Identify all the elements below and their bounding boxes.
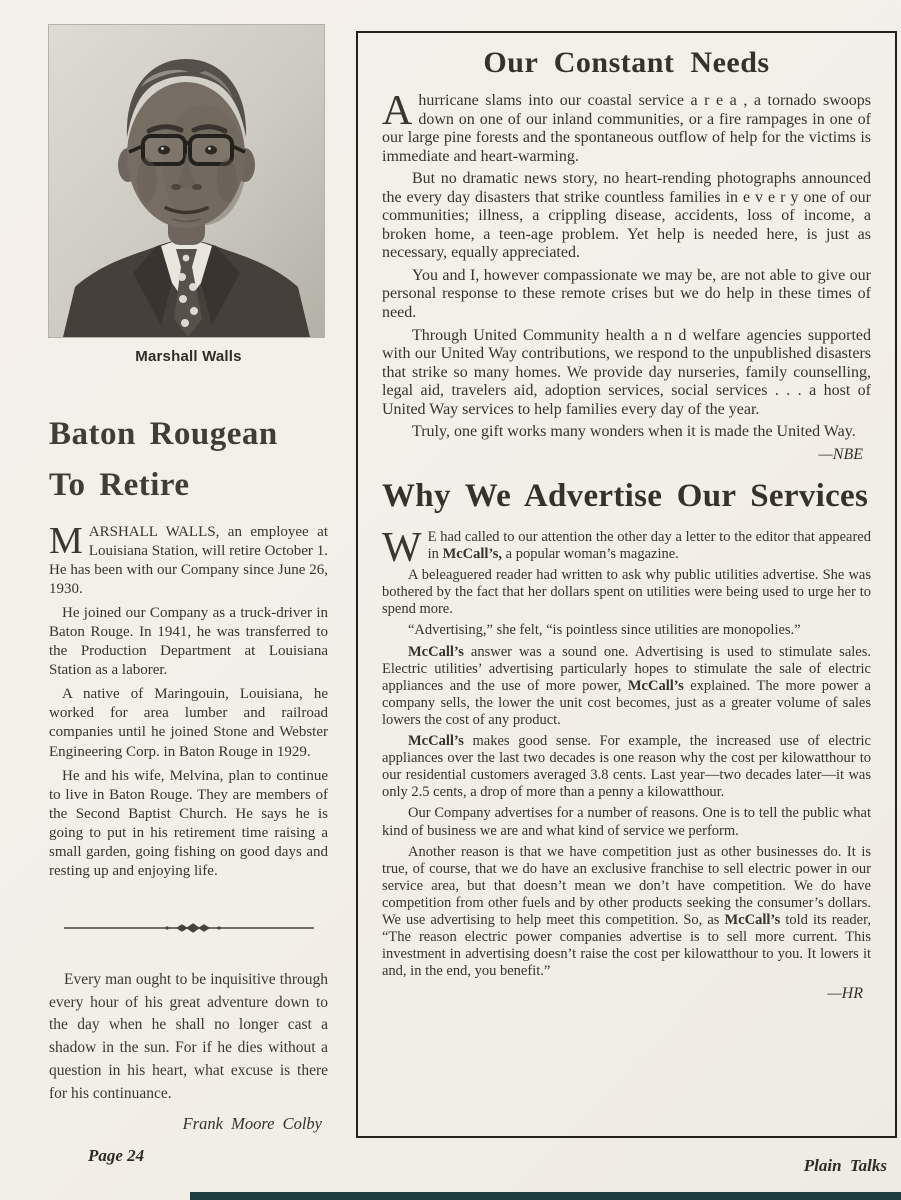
- footer-page-number: Page 24: [88, 1146, 145, 1165]
- paragraph: McCall’s makes good sense. For example, the increased use of electric appliances over the last two decades is one reason why the cost per kilowatthour to our residential customers averaged 3.8 cents. Last year—two decades later—it was only 2.5 cents, a drop of more than a penny a kilowatthour.: [382, 733, 871, 801]
- boxed-articles: [356, 31, 897, 1138]
- paragraph: But no dramatic news story, no heart-rending photographs announced the every day disasters that strike countless families in e v e r y one of our communities; illness, a crippling disease, accidents, loss of income, a broken home, a teen-age problem. Yet help is needed here, is just as necessary, equally appreciated.: [382, 170, 871, 262]
- article1-title: Our Constant Needs: [483, 46, 770, 79]
- quote-attribution: Frank Moore Colby: [182, 1113, 322, 1133]
- paragraph: Another reason is that we have competition just as other businesses do. It is true, of course, that we do have an exclusive franchise to sell electric power in our service area, but that doesn’t mean we don’t have competition. We do have competition from other fuels and by other products seeking the consumer’s dollars. We use advertising to help meet this competition. So, as McCall’s told its reader, “The reason electric power companies advertise is to sell more current. This investment in advertising doesn’t raise the cost per kilowatthour to you. It lowers it and, in the end, you benefit.”: [382, 843, 871, 980]
- paragraph: You and I, however compassionate we may be, are not able to give our personal response to these remote crises but we do help in these times of need.: [382, 266, 871, 322]
- footer-publication-name: Plain Talks: [803, 1156, 887, 1175]
- paragraph: A native of Maringouin, Louisiana, he worked for area lumber and railroad companies until he joined Stone and Webster Engineering Corp. in Baton Rouge in 1929.: [49, 686, 328, 760]
- paragraph: McCall’s answer was a sound one. Advertising is used to stimulate sales. Electric utilities’ advertising particularly hopes to stimulate the sale of electric appliances and the use of more power, McCall’s explained. The more power a company sells, the lower the unit cost becomes, just as a greater volume of sales lowers the cost of any product.: [382, 643, 871, 728]
- paragraph: Truly, one gift works many wonders when it is made the United Way.: [412, 423, 856, 441]
- article-our-constant-needs: [382, 46, 871, 464]
- article-why-we-advertise: [382, 478, 871, 1003]
- photo-caption: Marshall Walls: [135, 348, 242, 365]
- dropcap: M: [49, 520, 83, 562]
- divider-ornament-icon: [64, 921, 314, 935]
- paragraph: A beleaguered reader had written to ask why public utilities advertise. She was bothered by the fact that her dollars spent on utilities were being used to urge her to spend more.: [382, 567, 871, 618]
- left-column: [49, 25, 328, 1134]
- article1-body: [382, 88, 871, 442]
- article2-body: [382, 524, 871, 981]
- left-article-body: [49, 520, 328, 881]
- left-article-title: [49, 409, 328, 511]
- left-article-title-line1: Baton Rougean: [49, 416, 278, 452]
- article1-signature: —NBE: [818, 445, 863, 463]
- portrait-illustration: [49, 25, 324, 337]
- article2-title: Why We Advertise Our Services: [382, 477, 869, 514]
- paragraph: Our Company advertises for a number of reasons. One is to tell the public what kind of business we are and what kind of service we perform.: [382, 805, 871, 839]
- article2-signature: —HR: [827, 984, 863, 1002]
- scan-edge-strip: [190, 1192, 901, 1200]
- quote-text: Every man ought to be inquisitive through every hour of his great adventure down to the day when he shall no longer cast a shadow in the sun. For if he dies without a question in his heart, what excuse is there for his continuance.: [49, 970, 328, 1102]
- paragraph: He and his wife, Melvina, plan to continue to live in Baton Rouge. They are members of the Second Baptist Church. He says he is going to put in his retirement time raising a small garden, going fishing on good days and resting up and enjoying life.: [49, 767, 328, 879]
- left-article-title-line2: To Retire: [49, 467, 190, 503]
- paragraph: Through United Community health a n d welfare agencies supported with our United Way contributions, we respond to the unpublished disasters that strike so many homes. We provide day nurseries, family counselling, legal aid, travelers aid, adoption services, social services . . . a host of United Way services to help families every day of the year.: [382, 326, 871, 418]
- paragraph: W E had called to our attention the other day a letter to the editor that appeared in McCall’s, a popular woman’s magazine.: [382, 524, 871, 571]
- paragraph: Ahurricane slams into our coastal service a r e a , a tornado swoops down on one of our inland communities, or a fire rampages in one of our large pine forests and the spontaneous outflow of help for the victims is immediate and heart-warming.: [382, 88, 871, 165]
- portrait-photo: [49, 25, 324, 337]
- dropcap: W: [382, 524, 422, 571]
- quote: [49, 969, 328, 1106]
- paragraph: MARSHALL WALLS, an employee at Louisiana Station, will retire October 1. He has been with our Company since June 26, 1930.: [49, 520, 328, 598]
- paragraph: He joined our Company as a truck-driver in Baton Rouge. In 1941, he was transferred to the Production Department at Louisiana Station as a laborer.: [49, 605, 328, 679]
- dropcap: A: [382, 88, 413, 134]
- paragraph: “Advertising,” she felt, “is pointless since utilities are monopolies.”: [408, 622, 801, 639]
